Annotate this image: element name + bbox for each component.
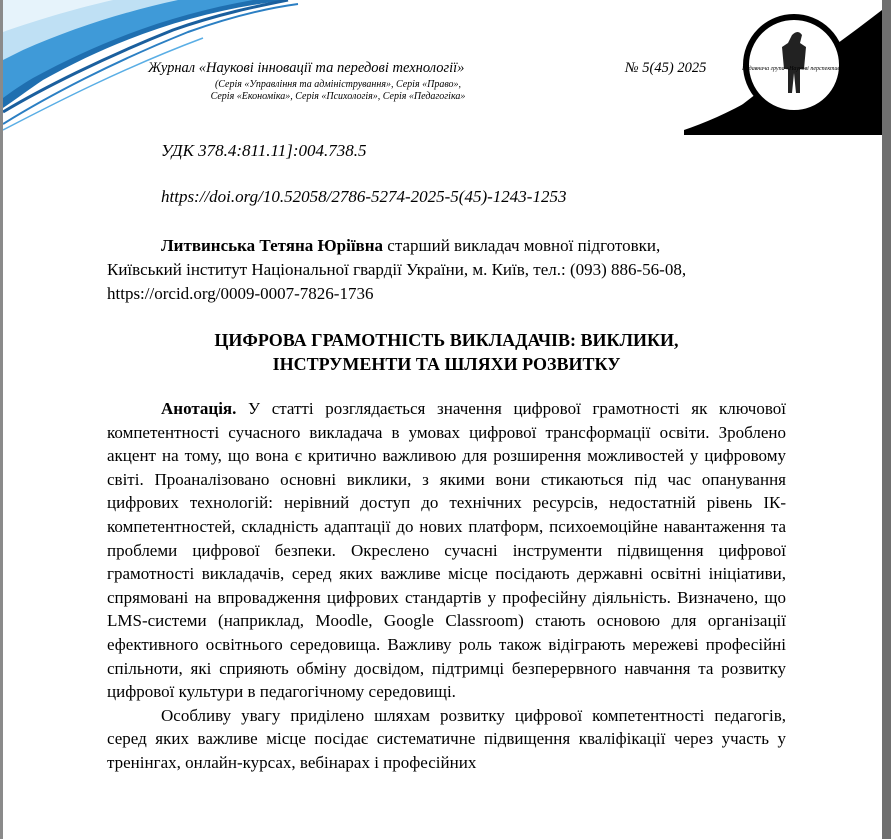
author-affiliation: Київський інститут Національної гвардії України, м. Київ, тел.: (093) 886-56-08, xyxy=(107,260,687,279)
viewer-right-border xyxy=(882,0,891,839)
series-line-2: Серія «Економіка», Серія «Психологія», Серія «Педагогіка» xyxy=(210,91,466,102)
journal-title: Журнал «Наукові інновації та передові технології» xyxy=(148,60,465,76)
abstract xyxy=(107,397,786,775)
author-position: старший викладач мовної підготовки, xyxy=(383,236,661,255)
abstract-paragraph-2: Особливу увагу приділено шляхам розвитку цифрової компетентності педагогів, серед яких важливе місце посідає систематичне підвищення кваліфікації через участь у тренінгах, онлайн-курсах, вебінарах і професійних xyxy=(107,705,786,772)
document-page xyxy=(3,0,882,839)
udk-code: УДК 378.4:811.11]:004.738.5 xyxy=(161,141,367,160)
abstract-label: Анотація. xyxy=(161,399,237,418)
abstract-paragraph-1 xyxy=(107,397,786,704)
journal-header xyxy=(148,60,748,77)
doi-link[interactable]: https://doi.org/10.52058/2786-5274-2025-5(45)-1243-1253 xyxy=(161,187,567,206)
author-orcid[interactable]: https://orcid.org/0009-0007-7826-1736 xyxy=(107,284,374,303)
abstract-text-1: У статті розглядається значення цифрової грамотності як ключової компетентності сучасного викладача в умовах цифрової трансформації освіти. Зроблено акцент на тому, що вона є критично важливою для розширення можливостей у цифровому світі. Проаналізовано основні виклики, з якими вони стикаються під час опанування цифрових технологій: нерівний доступ до технічних ресурсів, недостатній рівень ІК-компетентностей, складність адаптації до нових платформ, психоемоційне навантаження та проблеми цифрової безпеки. Окреслено сучасні інструменти підвищення цифрової грамотності викладачів, серед яких важливе місце посідають державні освітні ініціативи, спрямовані на впровадження цифрових стандартів у професійну діяльність. Визначено, що LMS-системи (наприклад, Moodle, Google Classroom) стають основою для організації ефективного освітнього середовища. Важливу роль також відіграють мережеві професійні спільноти, які сприяють обміну досвідом, підтримці безперервного навчання та розвитку цифрової культури в педагогічному середовищі. xyxy=(107,399,786,702)
logo-text: Видавнича група «Наукові перспективи» xyxy=(742,66,846,72)
issue-number: № 5(45) 2025 xyxy=(625,60,707,76)
journal-series xyxy=(168,79,508,103)
author-block xyxy=(107,234,786,306)
article-title xyxy=(107,328,786,376)
title-line-2: ІНСТРУМЕНТИ ТА ШЛЯХИ РОЗВИТКУ xyxy=(272,354,621,374)
author-name: Литвинська Тетяна Юріївна xyxy=(161,236,384,255)
publisher-logo xyxy=(684,0,882,135)
title-line-1: ЦИФРОВА ГРАМОТНІСТЬ ВИКЛАДАЧІВ: ВИКЛИКИ, xyxy=(214,330,679,350)
series-line-1: (Серія «Управління та адміністрування», Серія «Право», xyxy=(214,79,462,90)
